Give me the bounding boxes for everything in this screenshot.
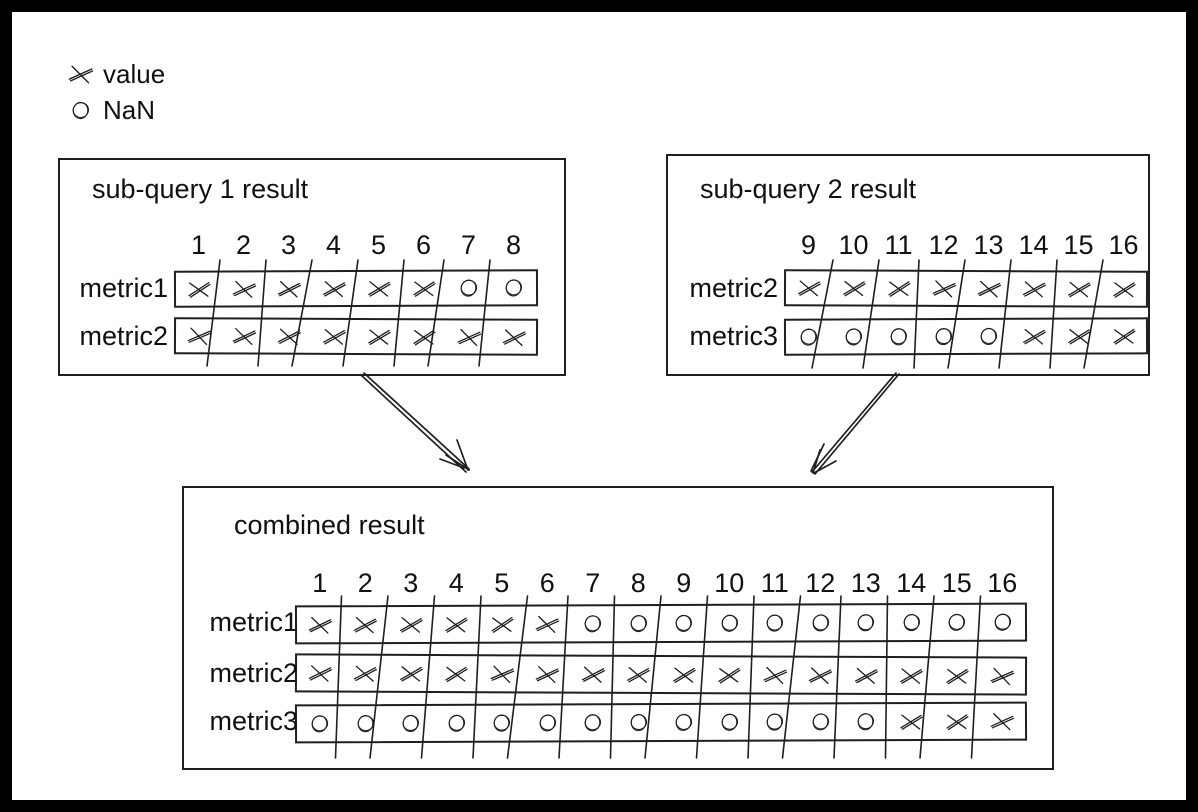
cell-nan-circle-mark bbox=[797, 704, 843, 739]
cell-nan-circle-mark bbox=[446, 271, 491, 304]
cell-nan-circle-mark bbox=[921, 320, 966, 353]
cell-nan-circle-mark bbox=[843, 605, 889, 640]
cell-nan-circle-mark bbox=[615, 606, 661, 641]
row-label: metric3 bbox=[209, 706, 298, 736]
cell-nan-circle-mark bbox=[706, 705, 752, 740]
arrow-sub1-to-combined bbox=[361, 373, 469, 472]
column-header: 2 bbox=[357, 568, 373, 598]
cell-value-x-mark bbox=[1101, 319, 1146, 352]
cell-value-x-mark bbox=[176, 273, 221, 306]
arrow-sub2-to-combined bbox=[811, 373, 899, 474]
cell-nan-circle-mark bbox=[433, 706, 479, 741]
metric-row-band bbox=[784, 269, 1148, 308]
cell-value-x-mark bbox=[706, 657, 752, 692]
cell-value-x-mark bbox=[934, 658, 980, 693]
cell-nan-circle-mark bbox=[966, 320, 1011, 353]
column-header: 7 bbox=[460, 230, 477, 260]
row-label: metric2 bbox=[209, 658, 298, 688]
column-header-row bbox=[297, 568, 1025, 599]
cell-value-x-mark bbox=[888, 704, 934, 739]
row-label: metric1 bbox=[79, 273, 168, 303]
column-header: 13 bbox=[850, 568, 881, 598]
cell-value-x-mark bbox=[479, 607, 525, 642]
panel-combined-result-title: combined result bbox=[234, 510, 425, 540]
legend-item-value bbox=[66, 56, 165, 92]
cell-value-x-mark bbox=[786, 271, 831, 304]
metric-row-band bbox=[295, 702, 1027, 744]
cell-value-x-mark bbox=[221, 272, 266, 305]
cell-value-x-mark bbox=[661, 657, 707, 692]
cell-value-x-mark bbox=[266, 320, 311, 353]
cell-value-x-mark bbox=[1011, 320, 1056, 353]
panel-sub-query-1 bbox=[58, 158, 566, 376]
column-header: 6 bbox=[415, 230, 432, 260]
cell-value-x-mark bbox=[934, 704, 980, 739]
cell-nan-circle-mark bbox=[831, 320, 876, 353]
column-header: 6 bbox=[539, 568, 555, 598]
column-header: 1 bbox=[190, 230, 207, 260]
metric-row-band bbox=[295, 603, 1027, 645]
metric-row-band bbox=[174, 269, 538, 307]
metric-row-band bbox=[295, 653, 1027, 695]
cell-value-x-mark bbox=[388, 656, 434, 691]
column-header-row bbox=[176, 230, 536, 261]
column-header: 14 bbox=[896, 568, 927, 598]
column-header: 7 bbox=[585, 568, 601, 598]
legend bbox=[66, 56, 165, 128]
column-header: 16 bbox=[987, 568, 1018, 598]
column-header: 4 bbox=[448, 568, 464, 598]
cell-value-x-mark bbox=[479, 656, 525, 691]
column-header: 3 bbox=[280, 230, 297, 260]
cell-value-x-mark bbox=[1011, 272, 1056, 305]
row-label: metric2 bbox=[689, 273, 778, 303]
cell-value-x-mark bbox=[446, 320, 491, 353]
cell-value-x-mark bbox=[843, 658, 889, 693]
cell-value-x-mark bbox=[401, 320, 446, 353]
cell-nan-circle-mark bbox=[297, 706, 343, 741]
cell-nan-circle-mark bbox=[752, 605, 798, 640]
cell-value-x-mark bbox=[966, 272, 1011, 305]
cell-value-x-mark bbox=[388, 607, 434, 642]
cell-value-x-mark bbox=[356, 320, 401, 353]
cell-value-x-mark bbox=[1101, 273, 1146, 306]
column-header: 14 bbox=[1018, 230, 1049, 260]
cell-value-x-mark bbox=[979, 658, 1025, 693]
cell-value-x-mark bbox=[797, 658, 843, 693]
cell-nan-circle-mark bbox=[342, 706, 388, 741]
panel-sub-query-2 bbox=[666, 154, 1150, 376]
cell-value-x-mark bbox=[1056, 272, 1101, 305]
panel-sub-query-1-title: sub-query 1 result bbox=[92, 174, 309, 204]
cell-nan-circle-mark bbox=[661, 705, 707, 740]
column-header: 8 bbox=[505, 230, 522, 260]
row-label: metric3 bbox=[689, 321, 778, 351]
legend-value-label: value bbox=[103, 59, 166, 89]
legend-nan-label: NaN bbox=[103, 95, 156, 125]
cell-value-x-mark bbox=[266, 272, 311, 305]
column-header: 16 bbox=[1108, 230, 1139, 260]
cell-nan-circle-mark bbox=[797, 605, 843, 640]
row-label: metric1 bbox=[209, 607, 298, 637]
cell-value-x-mark bbox=[921, 272, 966, 305]
row-label: metric2 bbox=[79, 321, 168, 351]
cell-value-x-mark bbox=[1056, 319, 1101, 352]
cell-value-x-mark bbox=[297, 607, 343, 642]
column-header: 9 bbox=[800, 230, 817, 260]
cell-nan-circle-mark bbox=[479, 706, 525, 741]
cell-nan-circle-mark bbox=[388, 706, 434, 741]
cell-value-x-mark bbox=[831, 271, 876, 304]
x-mark-icon bbox=[66, 61, 94, 88]
cell-nan-circle-mark bbox=[706, 606, 752, 641]
cell-value-x-mark bbox=[615, 657, 661, 692]
column-header: 5 bbox=[370, 230, 387, 260]
column-header: 3 bbox=[403, 568, 419, 598]
cell-value-x-mark bbox=[433, 607, 479, 642]
cell-nan-circle-mark bbox=[934, 605, 980, 640]
column-header: 12 bbox=[805, 568, 836, 598]
cell-value-x-mark bbox=[342, 607, 388, 642]
cell-nan-circle-mark bbox=[752, 704, 798, 739]
cell-nan-circle-mark bbox=[876, 320, 921, 353]
cell-value-x-mark bbox=[356, 272, 401, 305]
panel-combined-result bbox=[182, 486, 1054, 770]
panel-sub-query-2-title: sub-query 2 result bbox=[700, 174, 917, 204]
column-header: 5 bbox=[494, 568, 510, 598]
cell-nan-circle-mark bbox=[786, 321, 831, 354]
cell-value-x-mark bbox=[524, 606, 570, 641]
cell-value-x-mark bbox=[311, 320, 356, 353]
legend-item-nan bbox=[66, 92, 165, 128]
metric-row-band bbox=[174, 317, 538, 356]
cell-value-x-mark bbox=[979, 704, 1025, 739]
cell-value-x-mark bbox=[342, 656, 388, 691]
cell-value-x-mark bbox=[221, 319, 266, 352]
cell-value-x-mark bbox=[491, 321, 536, 354]
cell-nan-circle-mark bbox=[979, 605, 1025, 640]
column-header: 2 bbox=[235, 230, 252, 260]
cell-nan-circle-mark bbox=[570, 705, 616, 740]
circle-mark-icon bbox=[66, 99, 94, 122]
cell-value-x-mark bbox=[297, 655, 343, 690]
cell-value-x-mark bbox=[570, 657, 616, 692]
cell-value-x-mark bbox=[401, 272, 446, 305]
cell-nan-circle-mark bbox=[524, 705, 570, 740]
cell-nan-circle-mark bbox=[661, 606, 707, 641]
column-header: 9 bbox=[676, 568, 692, 598]
column-header: 10 bbox=[714, 568, 745, 598]
cell-nan-circle-mark bbox=[491, 271, 536, 304]
column-header: 13 bbox=[973, 230, 1004, 260]
column-header: 1 bbox=[312, 568, 328, 598]
cell-value-x-mark bbox=[888, 658, 934, 693]
cell-value-x-mark bbox=[752, 657, 798, 692]
column-header: 11 bbox=[884, 230, 913, 260]
cell-value-x-mark bbox=[876, 272, 921, 305]
cell-nan-circle-mark bbox=[615, 705, 661, 740]
column-header: 10 bbox=[838, 230, 869, 260]
cell-value-x-mark bbox=[524, 656, 570, 691]
column-header: 8 bbox=[630, 568, 646, 598]
column-header: 12 bbox=[928, 230, 959, 260]
cell-value-x-mark bbox=[311, 272, 356, 305]
cell-nan-circle-mark bbox=[888, 605, 934, 640]
cell-nan-circle-mark bbox=[570, 606, 616, 641]
column-header: 11 bbox=[760, 568, 789, 598]
cell-nan-circle-mark bbox=[843, 704, 889, 739]
metric-row-band bbox=[784, 317, 1148, 355]
column-header: 15 bbox=[941, 568, 972, 598]
cell-value-x-mark bbox=[433, 656, 479, 691]
column-header: 4 bbox=[325, 230, 342, 260]
cell-value-x-mark bbox=[176, 319, 221, 352]
column-header: 15 bbox=[1063, 230, 1094, 260]
column-header-row bbox=[786, 230, 1146, 261]
